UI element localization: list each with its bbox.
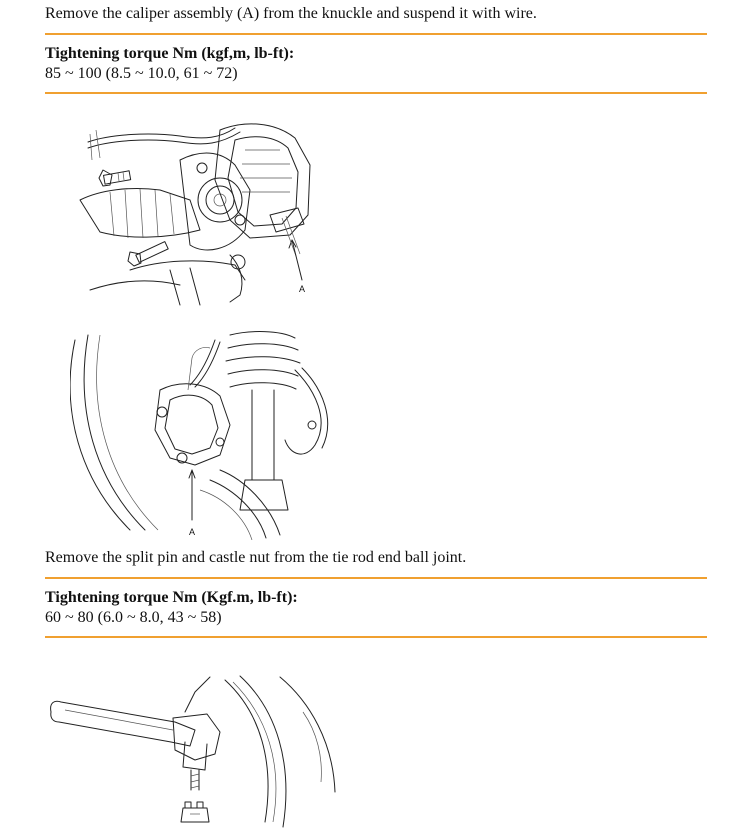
- torque-value: 60 ~ 80 (6.0 ~ 8.0, 43 ~ 58): [45, 609, 222, 626]
- caliper-suspended-figure: [70, 330, 340, 540]
- torque-divider-top: [45, 577, 707, 579]
- torque-value: 85 ~ 100 (8.5 ~ 10.0, 61 ~ 72): [45, 65, 238, 82]
- coil-spring: [226, 332, 300, 389]
- caliper-bolt-upper: [99, 170, 131, 186]
- step-instruction: Remove the caliper assembly (A) from the knuckle and suspend it with wire.: [45, 5, 537, 22]
- caliper-label-a: A: [299, 284, 306, 294]
- caliper-removal-figure: [70, 120, 330, 310]
- torque-divider-top: [45, 33, 707, 35]
- torque-divider-bottom: [45, 92, 707, 94]
- tie-rod-end-figure: [45, 672, 345, 832]
- torque-title: Tightening torque Nm (Kgf.m, lb-ft):: [45, 589, 298, 606]
- torque-divider-bottom: [45, 636, 707, 638]
- castle-nut: [181, 802, 209, 822]
- torque-spec: [45, 44, 294, 84]
- torque-title: Tightening torque Nm (kgf,m, lb-ft):: [45, 45, 295, 62]
- caliper-suspended-label-a: A: [189, 527, 196, 537]
- torque-spec: [45, 588, 298, 628]
- step-instruction: Remove the split pin and castle nut from the tie rod end ball joint.: [45, 549, 467, 566]
